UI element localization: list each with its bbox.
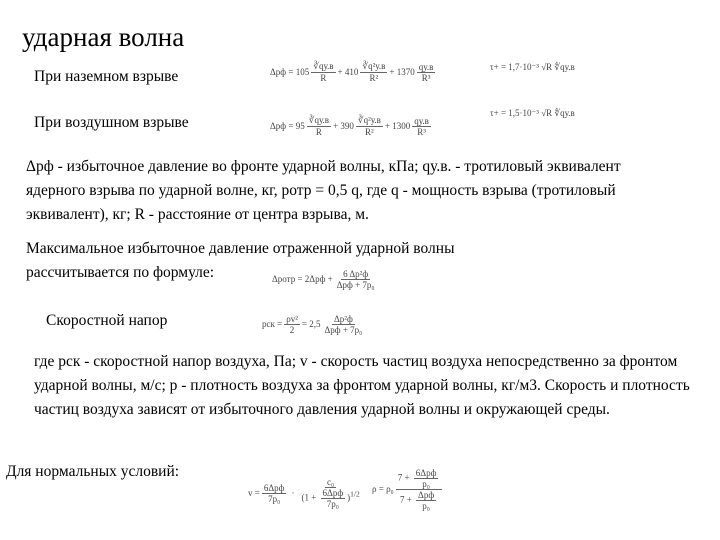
velocity-fraction1-num: ρv² bbox=[286, 313, 298, 324]
velocity-head-formula bbox=[262, 307, 366, 341]
normal-velocity-c-den-a: 1 + bbox=[304, 492, 317, 503]
normal-velocity-fraction2 bbox=[299, 477, 361, 509]
air-term2-op: + 390 bbox=[333, 121, 354, 131]
air-formula-lhs: Δpф = 95 bbox=[270, 121, 305, 131]
air-term1 bbox=[307, 115, 331, 137]
normal-density-den-c: p₀ bbox=[422, 500, 430, 511]
air-term3-num: qу.в bbox=[414, 115, 429, 126]
reflected-pressure-paragraph: Максимальное избыточное давление отраженной ударной волны рассчитывается по формуле: bbox=[26, 240, 455, 281]
reflected-fraction bbox=[335, 269, 377, 290]
reflected-fraction-den: Δpф + 7p₀ bbox=[336, 279, 375, 290]
normal-density-fraction bbox=[396, 468, 443, 511]
air-term3 bbox=[412, 116, 431, 137]
normal-density-num-c: p₀ bbox=[422, 478, 430, 489]
reflected-formula-lhs: Δpотр = 2Δpф + bbox=[272, 274, 333, 284]
air-term2 bbox=[356, 115, 383, 137]
air-term2-num: ∛q²у.в bbox=[357, 115, 381, 125]
normal-velocity-c-den-num: 6Δpф bbox=[322, 488, 344, 498]
normal-velocity-den: 7p₀ bbox=[268, 493, 281, 504]
normal-velocity-formula: v = $\frac{\text{6Δpф}}{\text{7p₀}}$ · c₀ (1 + $\frac{\text{6Δpф}}{\text{7p₀}}$ )$^{1/2}$ bbox=[248, 477, 360, 509]
ground-formula-lhs: Δpф = 105 bbox=[270, 67, 310, 77]
normal-velocity-lhs: v = bbox=[248, 488, 260, 498]
air-term3-den: R³ bbox=[417, 126, 426, 137]
normal-velocity-fraction1 bbox=[262, 483, 287, 504]
velocity-head-label: Скоростной напор bbox=[46, 312, 168, 329]
velocity-formula-mid: = 2,5 bbox=[301, 319, 321, 329]
air-term3-op: + 1300 bbox=[384, 121, 411, 131]
ground-duration-lhs: τ+ = 1,7·10⁻³ bbox=[490, 62, 539, 72]
air-term2-den: R² bbox=[365, 127, 374, 137]
air-duration-lhs: τ+ = 1,5·10⁻³ bbox=[490, 108, 539, 118]
velocity-formula-lhs: pск = bbox=[262, 319, 283, 329]
ground-pressure-formula bbox=[270, 52, 437, 92]
normal-density-formula bbox=[372, 454, 444, 524]
reflected-fraction-num: 6 Δp²ф bbox=[343, 268, 369, 279]
page-title: ударная волна bbox=[22, 22, 185, 52]
velocity-fraction1-den: 2 bbox=[289, 324, 295, 335]
ground-term2-den: R² bbox=[369, 73, 379, 83]
ground-term3-den: R³ bbox=[421, 72, 431, 83]
normal-density-num bbox=[396, 468, 443, 490]
ground-term1 bbox=[311, 61, 335, 83]
normal-density-num-b: 6Δpф bbox=[415, 467, 437, 478]
normal-velocity-c-den-frac bbox=[321, 488, 346, 509]
definitions-paragraph: Δpф - избыточное давление во фронте ударной волны, кПа; qу.в. - тротиловый эквивалент ядерного взрыва по ударной волне, кг, pотр = 0,5 q, где q - мощность взрыва (тротиловый эквивалент), кг; R - расстояние от центра взрыва, м. bbox=[26, 158, 621, 223]
ground-term3 bbox=[417, 62, 436, 83]
ground-term2 bbox=[360, 61, 387, 83]
normal-velocity-c-den-den: 7p₀ bbox=[326, 499, 339, 509]
ground-term2-num: ∛q²у.в bbox=[362, 61, 386, 71]
normal-density-num-frac bbox=[414, 468, 439, 489]
velocity-fraction2-den: Δpф + 7p₀ bbox=[324, 324, 363, 335]
ground-term3-num: qу.в bbox=[418, 61, 434, 72]
normal-density-den bbox=[398, 490, 440, 511]
ground-term1-den: R bbox=[320, 73, 327, 83]
velocity-fraction1 bbox=[284, 314, 300, 335]
normal-velocity-c-den-pow: 1/2 bbox=[350, 489, 360, 499]
normal-density-num-a: 7 + bbox=[397, 472, 410, 483]
air-duration-formula bbox=[490, 108, 575, 119]
air-pressure-formula bbox=[270, 106, 433, 146]
velocity-fraction2 bbox=[322, 314, 364, 335]
ground-term1-num: ∛qу.в bbox=[313, 61, 334, 71]
velocity-description-paragraph: где pск - скоростной напор воздуха, Па; v - скорость частиц воздуха непосредственно за фронтом ударной волны, м/с; p - плотность воздуха за фронтом ударной волны, кг/м3. Скорость и плотность частиц воздуха зависят от избыточного давления ударной волны и окружающей среды. bbox=[34, 353, 690, 418]
normal-density-lhs: ρ = ρ₀ bbox=[372, 484, 394, 494]
reflected-pressure-formula bbox=[272, 262, 379, 296]
normal-velocity-num: 6Δpф bbox=[263, 482, 285, 493]
ground-term2-op: + 410 bbox=[337, 67, 359, 77]
ground-duration-formula bbox=[490, 62, 575, 73]
normal-velocity-c-num: c₀ bbox=[327, 477, 335, 487]
normal-density-den-frac bbox=[416, 490, 436, 511]
ground-duration-rhs: √R ∜qу.в bbox=[541, 62, 575, 72]
air-duration-rhs: √R ∜qу.в bbox=[541, 108, 575, 118]
air-term1-den: R bbox=[315, 127, 322, 137]
normal-velocity-c-den: (1 + $\frac{\text{6Δpф}}{\text{7p₀}}$ )$^{1/2}$ bbox=[301, 488, 360, 509]
normal-density-den-a: 7 + bbox=[399, 494, 412, 505]
normal-conditions-label: Для нормальных условий: bbox=[6, 463, 180, 480]
air-term1-num: ∛qу.в bbox=[308, 115, 330, 125]
air-burst-label: При воздушном взрыве bbox=[34, 114, 189, 131]
ground-burst-label: При наземном взрыве bbox=[34, 68, 179, 85]
ground-term3-op: + 1370 bbox=[389, 67, 415, 77]
velocity-fraction2-num: Δp²ф bbox=[333, 313, 353, 324]
normal-density-den-b: Δpф bbox=[418, 489, 435, 500]
